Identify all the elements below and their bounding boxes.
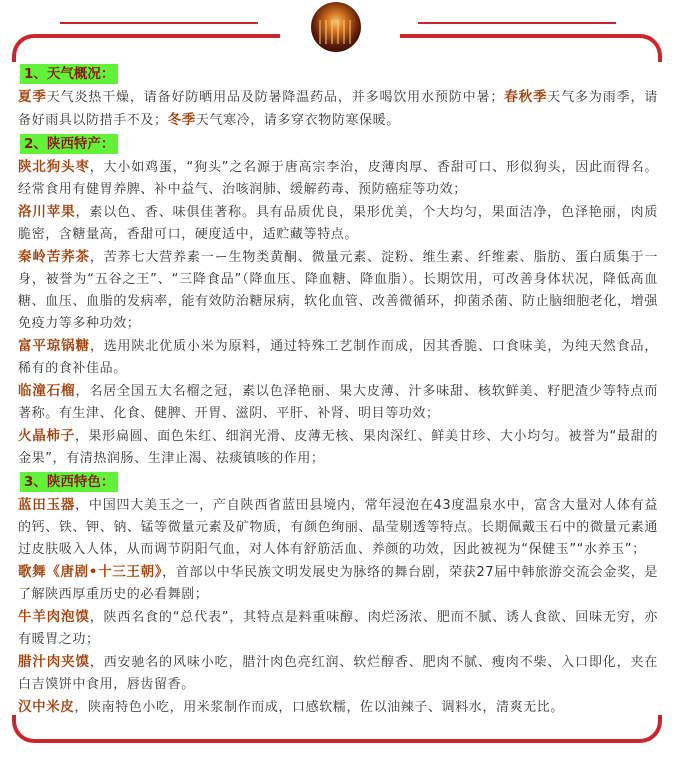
item-description: 天气寒冷，请多穿衣物防寒保暖。 bbox=[195, 113, 400, 128]
paragraph bbox=[18, 246, 658, 335]
item-title: 秦岭苦荞茶 bbox=[18, 249, 90, 265]
paragraph bbox=[18, 696, 658, 719]
top-left-rule bbox=[60, 22, 258, 24]
item-title: 蓝田玉器 bbox=[18, 497, 76, 513]
item-title: 夏季 bbox=[18, 89, 47, 105]
section-heading: 3、陕西特色： bbox=[20, 472, 118, 492]
paragraph bbox=[18, 494, 658, 561]
paragraph bbox=[18, 86, 658, 132]
item-title: 富平琼锅糖 bbox=[18, 338, 90, 354]
item-title: 春秋季 bbox=[503, 89, 548, 105]
top-right-rule bbox=[418, 22, 616, 24]
item-title: 冬季 bbox=[167, 112, 196, 128]
paragraph bbox=[18, 425, 658, 470]
content-body bbox=[18, 62, 658, 719]
item-description: ，中国四大美玉之一，产自陕西省蓝田县境内，常年浸泡在43度温泉水中，富含大量对人体有益的钙、铁、钾、钠、锰等微量元素及矿物质，有颜色绚丽、晶莹剔透等特点。长期佩戴玉石中的微量元素通过皮肤吸入人体，从而调节阴阳气血，对人体有舒筋活血、养颜的功效，因此被视为“保健玉”“水养玉”； bbox=[18, 498, 658, 557]
item-description: ，首部以中华民族文明发展史为脉络的舞台剧，荣获27届中韩旅游交流会金奖，是了解陕西厚重历史的必看舞剧； bbox=[18, 565, 658, 602]
item-description: ，西安驰名的风味小吃，腊汁肉色亮红润、软烂醇香、肥肉不腻、瘦肉不柴、入口即化，夹在白吉馍饼中食用，唇齿留香。 bbox=[18, 655, 658, 692]
item-title: 汉中米皮 bbox=[18, 699, 75, 715]
item-description: ，素以色、香、味俱佳著称。具有品质优良，果形优美，个大均匀，果面洁净，色泽艳丽，肉质脆密，含糖量高，香甜可口，硬度适中，适贮藏等特点。 bbox=[18, 205, 659, 242]
paragraph bbox=[18, 380, 658, 425]
item-title: 临潼石榴 bbox=[18, 383, 76, 399]
item-description: ，苦荞七大营养素一ー生物类黄酮、微量元素、淀粉、维生素、纤维素、脂肪、蛋白质集于一身，被誉为“五谷之王”、“三降食品”（降血压、降血糖、降血脂）。长期饮用，可改善身体状况，降低高血糖、血压、血脂的发病率，能有效防治糖尿病，软化血管、改善微循环，抑菌杀菌、防止脑细胞老化，增强免疫力等多种功效； bbox=[18, 250, 658, 331]
item-title: 歌舞《唐剧•十三王朝》 bbox=[18, 564, 163, 580]
item-description: ，名居全国五大名榴之冠，素以色泽艳丽、果大皮薄、汁多味甜、核软鲜美、籽肥渣少等特点而著称。有生津、化食、健脾、开胃、滋阴、平肝、补肾、明目等功效； bbox=[18, 384, 659, 421]
section-heading: 1、天气概况： bbox=[20, 64, 118, 84]
paragraph bbox=[18, 156, 658, 201]
paragraph bbox=[18, 651, 658, 696]
item-description: ，选用陕北优质小米为原料，通过特殊工艺制作而成，因其香脆、口食味美，为纯天然食品，稀有的食补佳品。 bbox=[18, 339, 658, 376]
paragraph bbox=[18, 201, 658, 246]
item-title: 陕北狗头枣 bbox=[18, 159, 90, 175]
item-description: ，大小如鸡蛋，“狗头”之名源于唐高宗李治，皮薄肉厚、香甜可口、形似狗头，因此而得名。经常食用有健胃养脾、补中益气、治咳润肺、缓解药毒、预防癌症等功效； bbox=[18, 160, 659, 197]
item-title: 牛羊肉泡馍 bbox=[18, 609, 90, 625]
paragraph bbox=[18, 335, 658, 380]
paragraph bbox=[18, 606, 658, 651]
item-description: 天气炎热干燥，请备好防晒用品及防暑降温药品，并多喝饮用水预防中暑； bbox=[46, 90, 504, 105]
item-description: ，陕西名食的“总代表”，其特点是料重味醇、肉烂汤浓、肥而不腻、诱人食欲、回味无穷，亦有暖胃之功； bbox=[18, 610, 659, 647]
bottom-frame bbox=[12, 715, 662, 743]
paragraph bbox=[18, 561, 658, 606]
item-description: 天气多为雨季，请备好雨具以防措手不及； bbox=[18, 90, 658, 128]
header-photo bbox=[311, 2, 361, 52]
item-title: 腊汁肉夹馍 bbox=[18, 654, 90, 670]
item-description: ，陕南特色小吃，用米浆制作而成，口感软糯，佐以油辣子、调料水，清爽无比。 bbox=[74, 700, 565, 715]
section-heading: 2、陕西特产： bbox=[20, 134, 118, 154]
item-title: 洛川苹果 bbox=[18, 204, 76, 220]
item-title: 火晶柿子 bbox=[18, 428, 75, 444]
item-description: ，果形扁圆、面色朱红、细润光滑、皮薄无核、果肉深红、鲜美甘珍、大小均匀。被誉为“最甜的金果”，有清热润肠、生津止渴、祛痰镇咳的作用； bbox=[18, 429, 658, 466]
